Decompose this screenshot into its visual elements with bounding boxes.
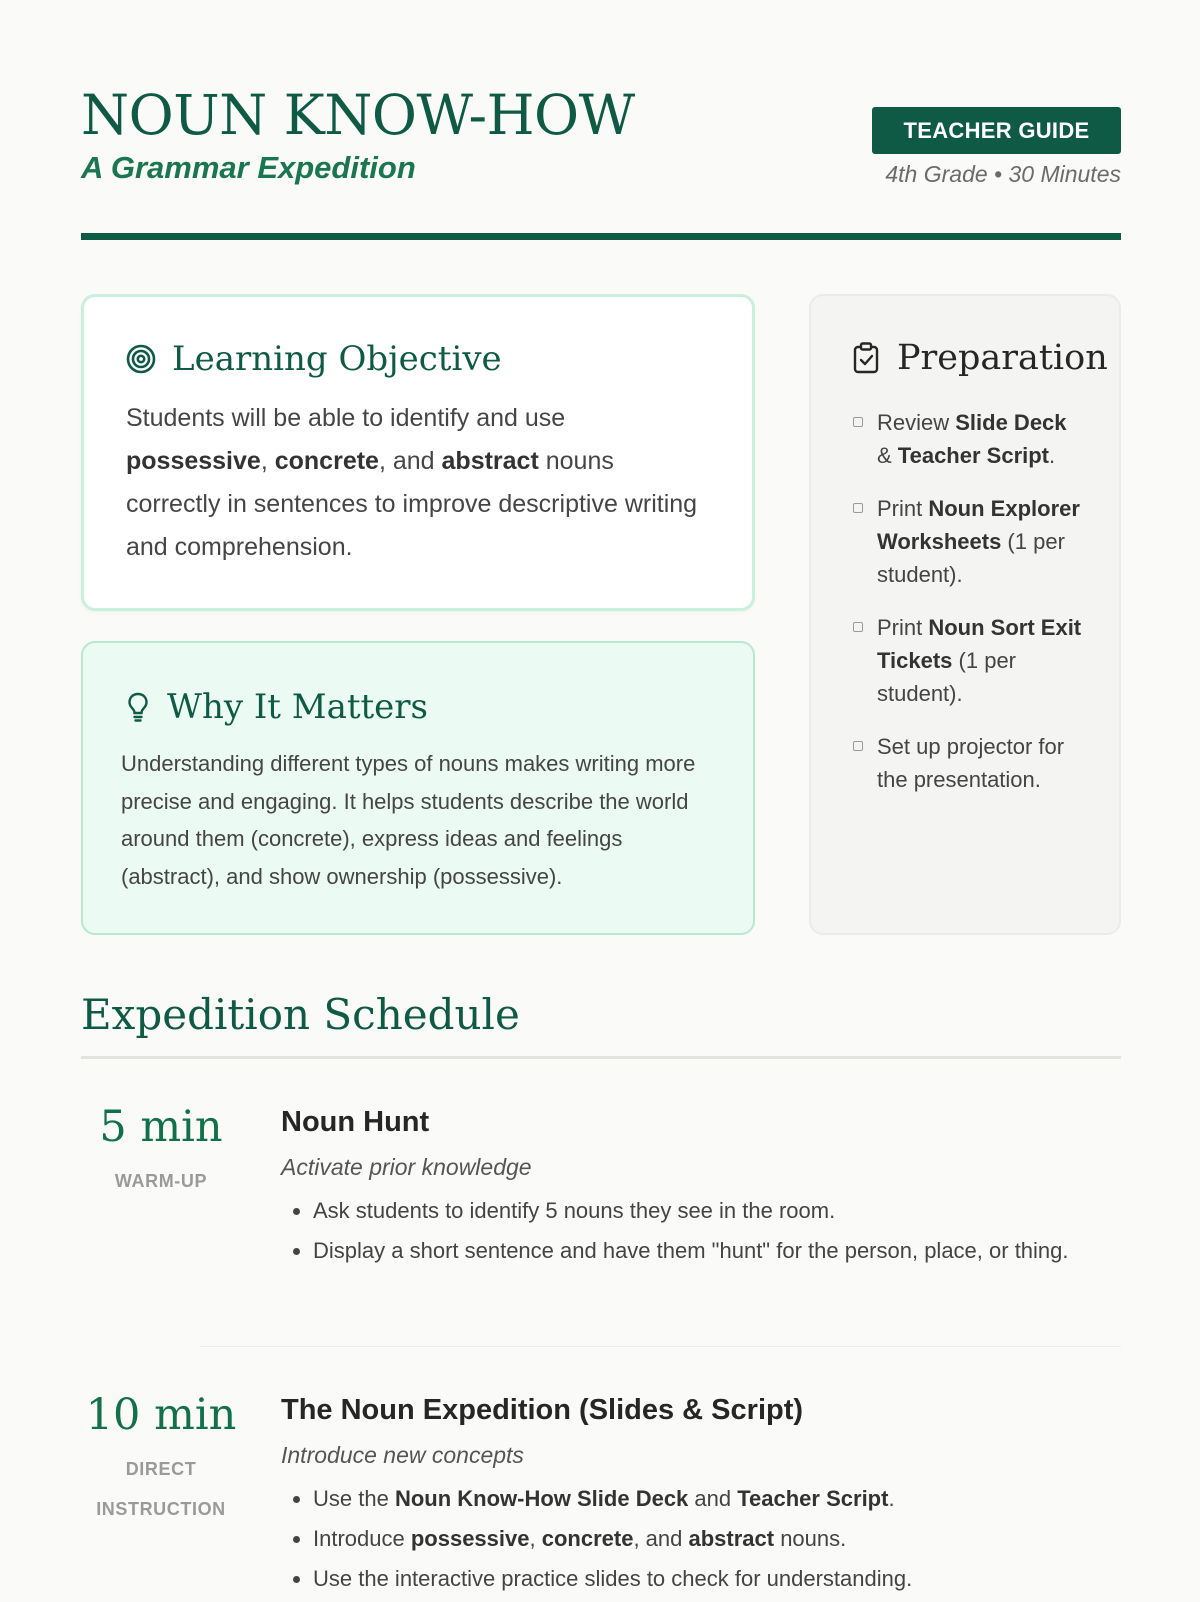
prep-item-text: Set up projector for the presentation. [877,734,1065,792]
activity-step: • Introduce possessive, concrete, and abstract nouns. [313,1522,1121,1555]
activity-subtitle: Activate prior knowledge [281,1154,532,1180]
why-it-matters-title: Why It Matters [167,687,428,727]
preparation-card [809,294,1121,935]
schedule-block-divider [200,1346,1121,1347]
learning-objective-card [81,294,755,611]
page-subtitle: A Grammar Expedition [81,150,416,185]
prep-item-text: Print Noun Sort Exit Tickets (1 per student). [877,615,1082,706]
phase-label: DIRECT INSTRUCTION [96,1459,226,1519]
learning-objective-text: Students will be able to identify and use possessive, concrete, and abstract nouns correctly in sentences to improve descriptive writing and comprehension. [126,404,698,561]
schedule-divider [81,1056,1121,1059]
prep-item-text: Print Noun Explorer Worksheets (1 per student). [877,496,1080,587]
checkbox-icon[interactable] [853,741,863,751]
lightbulb-icon [121,690,155,724]
prep-item-review-materials[interactable] [851,406,1086,472]
activity-steps [281,1482,1121,1595]
why-it-matters-card [81,641,755,935]
time-duration: 5 min [99,1102,223,1152]
target-icon [126,342,160,376]
activity-subtitle: Introduce new concepts [281,1442,524,1468]
teacher-guide-badge: TEACHER GUIDE [872,107,1121,154]
page-title: NOUN KNOW-HOW [81,83,635,147]
learning-objective-title: Learning Objective [172,339,502,379]
activity-step: • Use the interactive practice slides to check for understanding. [313,1562,1121,1595]
grade-duration-meta: 4th Grade • 30 Minutes [885,161,1121,187]
checkbox-icon[interactable] [853,417,863,427]
time-column [81,1388,241,1529]
activity-step: • Display a short sentence and have them "hunt" for the person, place, or thing. [313,1234,1121,1267]
why-it-matters-heading [121,687,428,727]
activity-title: Noun Hunt [281,1106,430,1138]
prep-item-text: Review Slide Deck & Teacher Script. [877,410,1067,468]
preparation-heading [851,338,1108,378]
clipboard-check-icon [851,341,885,375]
activity-step: • Ask students to identify 5 nouns they see in the room. [313,1194,1121,1227]
learning-objective-heading [126,339,502,379]
prep-item-print-exit-tickets[interactable] [851,611,1086,710]
prep-item-setup-projector[interactable] [851,730,1086,796]
activity-step: • Use the Noun Know-How Slide Deck and Teacher Script. [313,1482,1121,1515]
preparation-checklist [851,406,1086,816]
time-column [81,1100,241,1201]
why-it-matters-text: Understanding different types of nouns makes writing more precise and engaging. It helps students describe the world around them (concrete), express ideas and feelings (abstract), and show ownership (possessive). [121,751,696,889]
schedule-title: Expedition Schedule [81,990,520,1039]
checkbox-icon[interactable] [853,503,863,513]
activity-steps [281,1194,1121,1267]
time-duration: 10 min [85,1390,237,1440]
prep-item-print-worksheets[interactable] [851,492,1086,591]
checkbox-icon[interactable] [853,622,863,632]
activity-content [281,1388,1121,1602]
activity-title: The Noun Expedition (Slides & Script) [281,1394,804,1426]
activity-content [281,1100,1121,1274]
phase-label: WARM-UP [114,1171,208,1191]
page-header [81,80,1121,240]
preparation-title: Preparation [897,338,1108,378]
header-divider [81,233,1121,240]
